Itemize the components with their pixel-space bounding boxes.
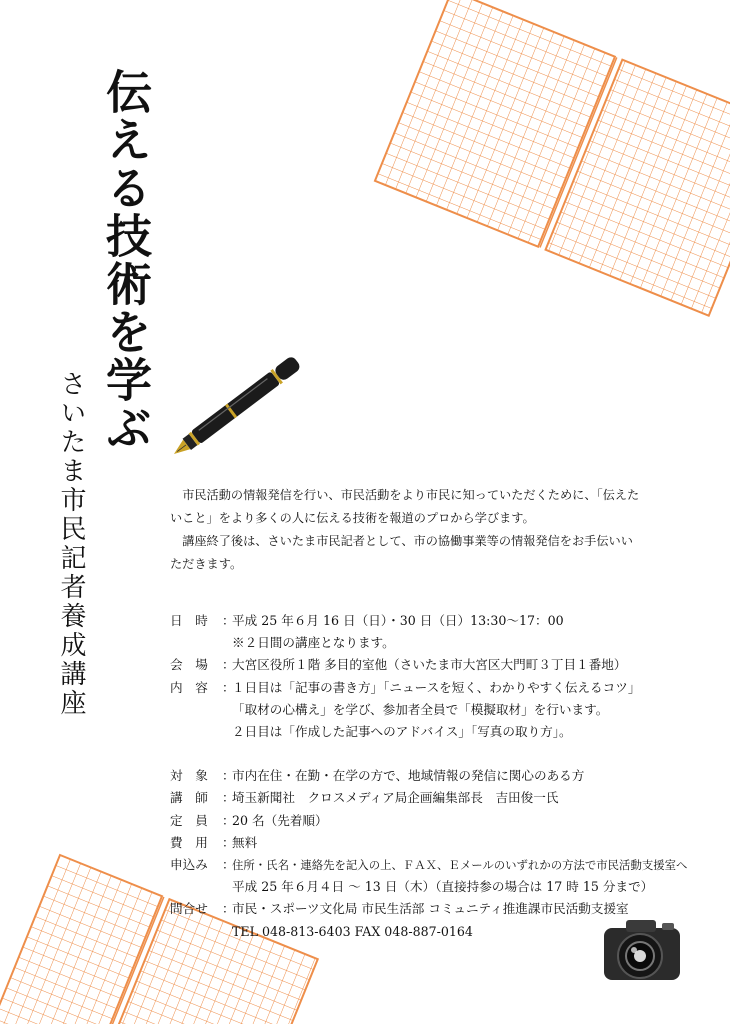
content-line: 「取材の心構え」を学び、参加者全員で「模擬取材」を行います。 (232, 701, 609, 717)
fee-value: 無料 (232, 834, 258, 850)
apply-row: 申込み ： 住所・氏名・連絡先を記入の上、ＦＡＸ、Ｅメールのいずれかの方法で市民活動支援室へ (170, 854, 690, 876)
datetime-note: ※２日間の講座となります。 (232, 635, 395, 651)
intro-paragraph: 市民活動の情報発信を行い、市民活動をより市民に知っていただくために、「伝えたいこと」をより多くの人に伝える技術を報道のプロから学びます。 (170, 488, 640, 525)
page-title: 伝える技術を学ぶ (99, 68, 153, 452)
fee-row: 費 用 ： 無料 (170, 832, 690, 854)
details-section (170, 610, 690, 943)
page-subtitle: さいたま市民記者養成講座 (56, 370, 86, 718)
content-value: １日目は「記事の書き方」「ニュースを短く、わかりやすく伝えるコツ」 (232, 679, 641, 695)
target-row: 対 象 ： 市内在住・在勤・在学の方で、地域情報の発信に関心のある方 (170, 765, 690, 787)
venue-label: 会 場 (170, 657, 208, 673)
lecturer-row: 講 師 ： 埼玉新聞社 クロスメディア局企画編集部長 吉田俊一氏 (170, 787, 690, 809)
capacity-value: 20 名（先着順） (232, 812, 328, 828)
datetime-label: 日 時 (170, 613, 208, 628)
intro-text (170, 484, 640, 576)
content-row: 内 容 ： １日目は「記事の書き方」「ニュースを短く、わかりやすく伝えるコツ」 (170, 677, 690, 699)
lecturer-label: 講 師 (170, 790, 208, 806)
venue-value: 大宮区役所１階 多目的室他（さいたま市大宮区大門町３丁目１番地） (232, 657, 627, 673)
contact-line: TEL 048-813-6403 FAX 048-887-0164 (232, 923, 473, 939)
fountain-pen-icon (169, 355, 302, 461)
content-label: 内 容 (170, 679, 208, 695)
datetime-row: 日 時 ： 平成 25 年６月 16 日（日）・30 日（日）13:30～17：00 (170, 610, 690, 632)
apply-value: 住所・氏名・連絡先を記入の上、ＦＡＸ、Ｅメールのいずれかの方法で市民活動支援室へ (232, 858, 688, 873)
contact-label: 問合せ (170, 901, 208, 917)
venue-row: 会 場 ： 大宮区役所１階 多目的室他（さいたま市大宮区大門町３丁目１番地） (170, 654, 690, 676)
capacity-row: 定 員 ： 20 名（先着順） (170, 810, 690, 832)
contact-row: 問合せ ： 市民・スポーツ文化局 市民生活部 コミュニティ推進課市民活動支援室 (170, 898, 690, 920)
capacity-label: 定 員 (170, 812, 208, 828)
fee-label: 費 用 (170, 834, 208, 850)
lecturer-value: 埼玉新聞社 クロスメディア局企画編集部長 吉田俊一氏 (232, 790, 559, 806)
apply-line: 平成 25 年６月４日 ～ 13 日（木）（直接持参の場合は 17 時 15 分まで） (232, 879, 654, 895)
target-label: 対 象 (170, 768, 208, 784)
intro-paragraph: 講座終了後は、さいたま市民記者として、市の協働事業等の情報発信をお手伝いいただきます。 (170, 534, 633, 571)
contact-value: 市民・スポーツ文化局 市民生活部 コミュニティ推進課市民活動支援室 (232, 901, 629, 917)
datetime-value: 平成 25 年６月 16 日（日）・30 日（日）13:30～17：00 (232, 613, 564, 628)
content-line: ２日目は「作成した記事へのアドバイス」「写真の取り方」。 (232, 724, 572, 740)
target-value: 市内在住・在勤・在学の方で、地域情報の発信に関心のある方 (232, 768, 585, 784)
apply-label: 申込み (170, 857, 208, 873)
